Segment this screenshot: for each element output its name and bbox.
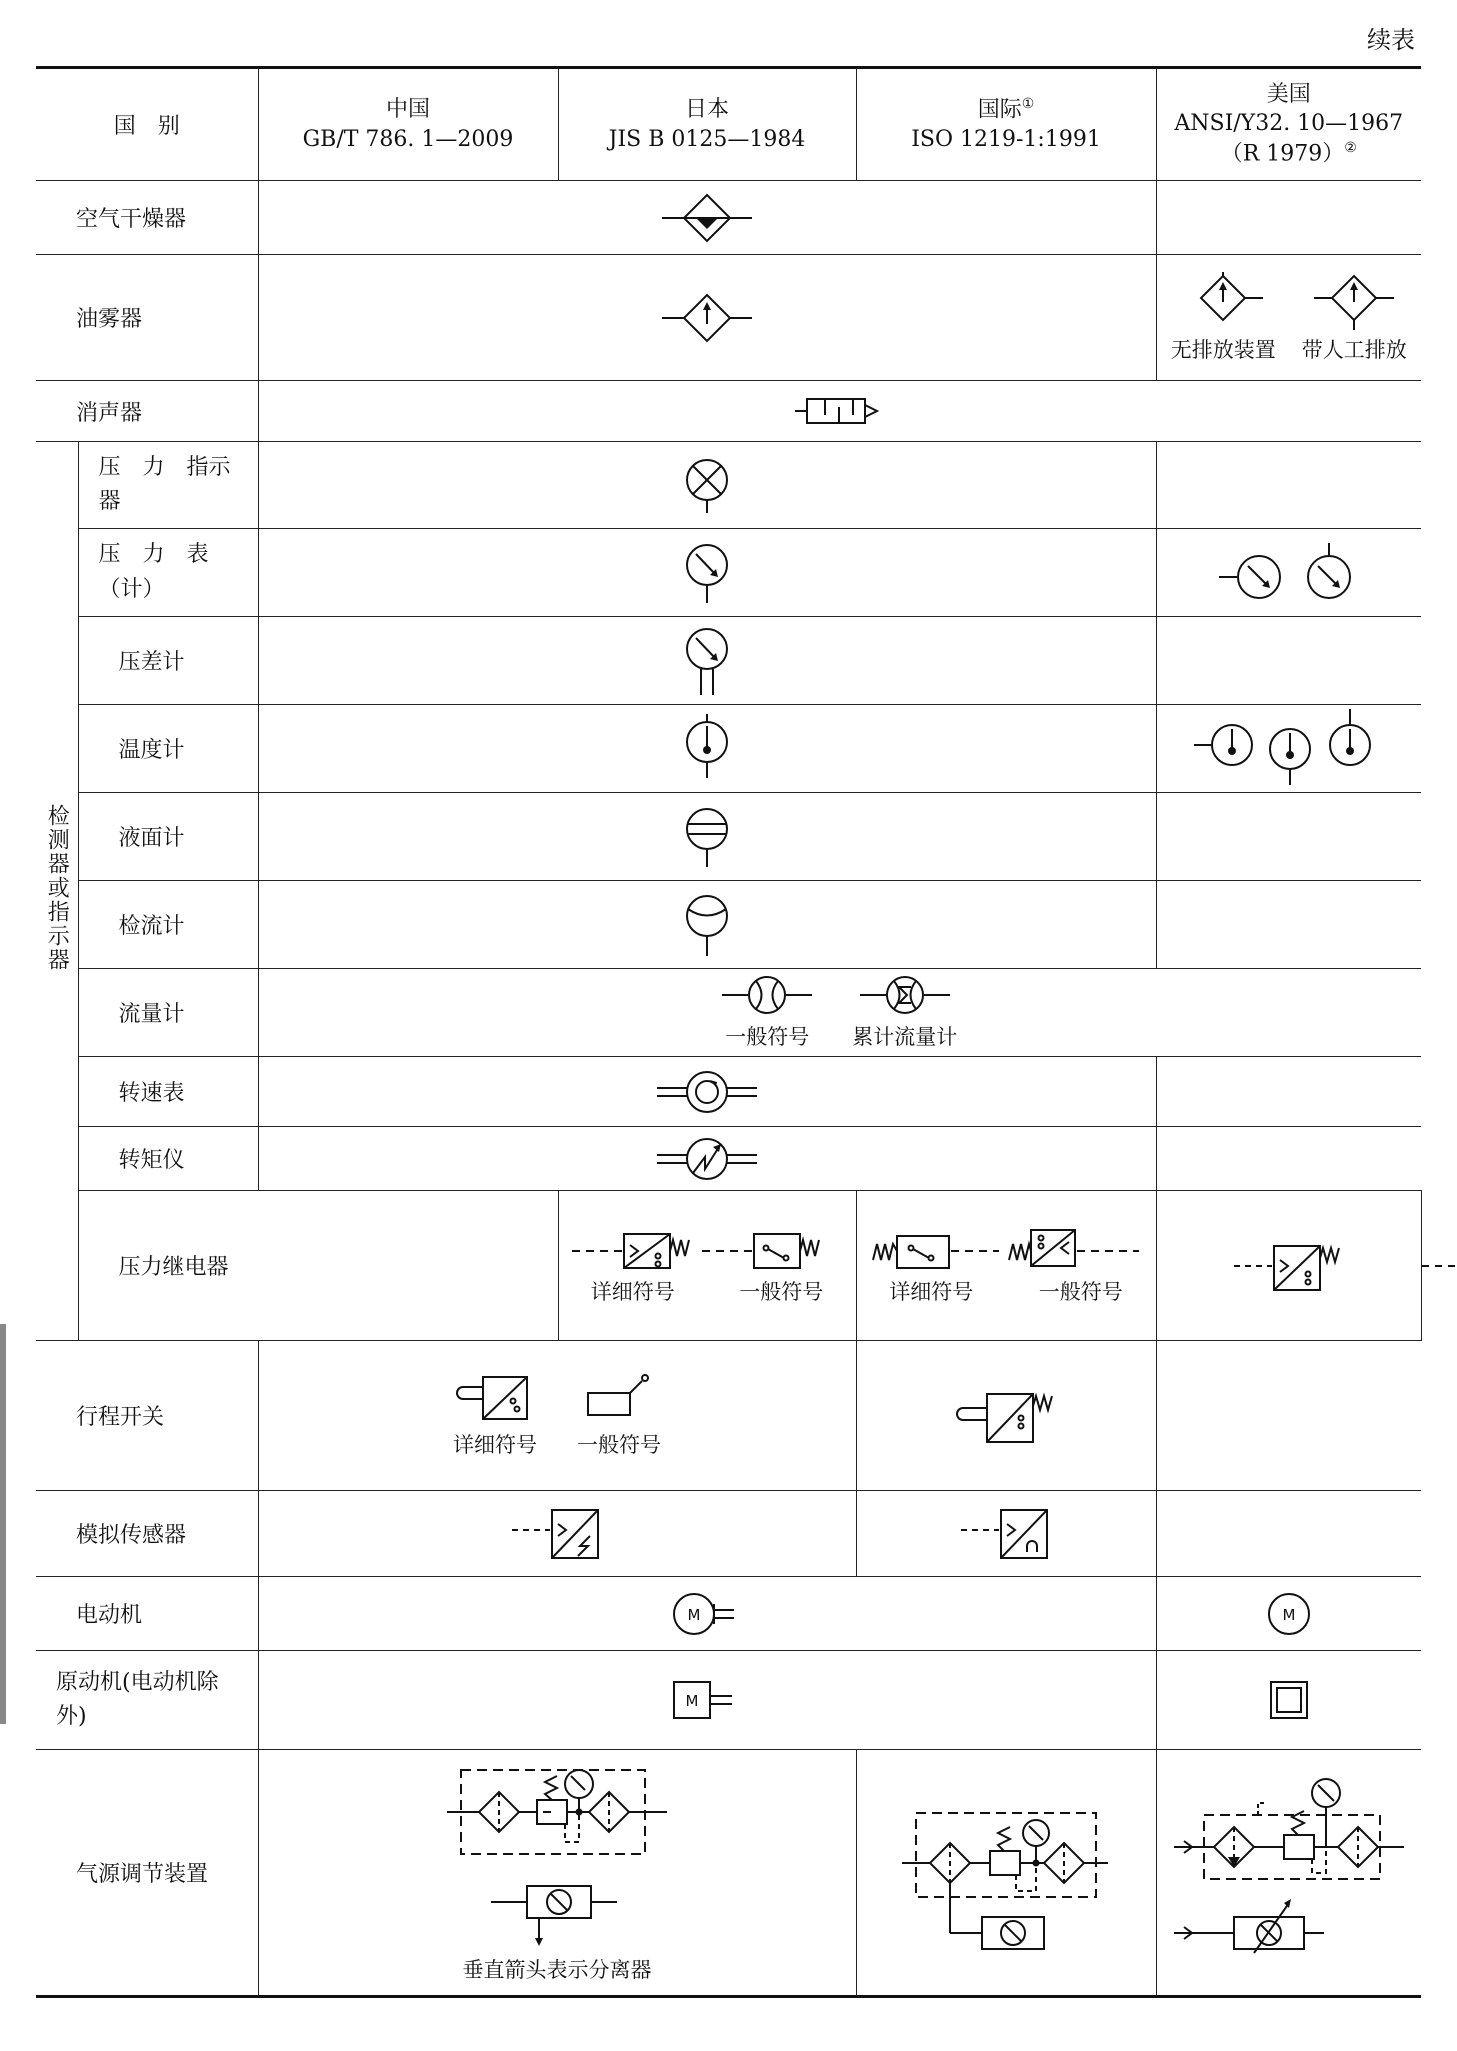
label-level-gauge: 液面计 [78, 793, 258, 881]
label-silencer: 消声器 [36, 381, 258, 442]
air-service-cn-icon [447, 1762, 667, 1952]
label-limit-switch: 行程开关 [36, 1341, 258, 1491]
label-pressure-indicator: 压 力 指示器 [78, 442, 258, 529]
lubricator-manual-drain-icon [1314, 272, 1394, 328]
air-service-intl-icon [896, 1783, 1116, 1963]
label-thermometer: 温度计 [78, 705, 258, 793]
label-prime-mover: 原动机(电动机除外) [36, 1651, 258, 1750]
limit-switch-general-icon [584, 1373, 654, 1423]
thermometer-symbol-cell [258, 705, 1156, 793]
label-lubricator: 油雾器 [36, 255, 258, 381]
air-service-cn-cell [258, 1750, 856, 1997]
label-air-service-unit: 气源调节装置 [36, 1750, 258, 1997]
air-service-usa-icon [1174, 1773, 1404, 1973]
flow-meter-caption-general: 一般符号 [725, 1024, 810, 1049]
lubricator-icon [662, 290, 752, 346]
label-analog-sensor: 模拟传感器 [36, 1491, 258, 1577]
continued-label: 续表 [1367, 26, 1415, 54]
header-intl-name: 国际 [977, 96, 1022, 122]
pressure-gauge-icon [682, 541, 732, 605]
row-level-gauge [36, 793, 1421, 881]
level-gauge-usa-cell [1156, 793, 1421, 881]
diff-pressure-symbol-cell [258, 617, 1156, 705]
air-service-note: 垂直箭头表示分离器 [462, 1957, 652, 1982]
pressure-gauge-usa-icons [1219, 543, 1359, 603]
motor-symbol-cell [258, 1577, 1156, 1651]
level-gauge-icon [682, 805, 732, 869]
analog-sensor-intl-icon [961, 1506, 1051, 1562]
group-label: 检测器或指示器 [44, 804, 70, 972]
thermometer-usa-icons [1194, 709, 1384, 789]
level-gauge-symbol-cell [258, 793, 1156, 881]
row-air-service-unit [36, 1750, 1421, 1997]
pressure-relay-jp-cell [856, 1191, 1156, 1341]
label-pressure-gauge: 压 力 表（计） [78, 529, 258, 617]
limit-switch-caption-detailed: 详细符号 [453, 1432, 538, 1457]
header-china-std: GB/T 786. 1—2009 [302, 126, 514, 152]
motor-usa-icon [1267, 1592, 1311, 1636]
row-prime-mover [36, 1651, 1421, 1750]
limit-switch-cn-cell [258, 1341, 856, 1491]
label-air-dryer: 空气干燥器 [36, 181, 258, 255]
header-china [258, 68, 558, 181]
row-limit-switch [36, 1341, 1421, 1491]
analog-sensor-cn-cell [258, 1491, 856, 1577]
lubricator-usa-caption-1: 无排放装置 [1170, 337, 1276, 362]
flow-meter-general-icon [722, 975, 812, 1015]
header-intl-note: ① [1021, 95, 1035, 112]
row-pressure-relay [36, 1191, 1421, 1341]
row-flow-meter [36, 969, 1421, 1057]
header-intl [856, 68, 1156, 181]
torque-meter-symbol-cell [258, 1127, 1156, 1191]
analog-sensor-cn-icon [512, 1506, 602, 1562]
row-flow-detector [36, 881, 1421, 969]
pressure-relay-jp-icons [871, 1226, 1141, 1276]
flow-detector-icon [682, 892, 732, 958]
pressure-relay-cn-detailed: 详细符号 [590, 1279, 675, 1304]
flow-meter-symbol-cell [258, 969, 1421, 1057]
pressure-gauge-symbol-cell [258, 529, 1156, 617]
tachometer-icon [657, 1070, 757, 1114]
header-usa-std: ANSI/Y32. 10—1967 [1174, 111, 1404, 137]
pressure-indicator-usa-cell [1156, 442, 1421, 529]
header-row [36, 68, 1421, 181]
lubricator-usa-caption-2: 带人工排放 [1301, 337, 1407, 362]
label-tachometer: 转速表 [78, 1057, 258, 1127]
pressure-relay-cn-icons [572, 1226, 842, 1276]
label-flow-meter: 流量计 [78, 969, 258, 1057]
prime-mover-icon [672, 1678, 742, 1722]
air-service-usa-cell [1156, 1750, 1421, 1997]
label-flow-detector: 检流计 [78, 881, 258, 969]
limit-switch-caption-general: 一般符号 [577, 1432, 662, 1457]
row-tachometer [36, 1057, 1421, 1127]
header-usa-name: 美国 [1266, 81, 1311, 107]
torque-meter-icon [657, 1135, 757, 1183]
group-detector-indicator [36, 442, 78, 1341]
motor-usa-letter: M [1282, 1605, 1296, 1624]
motor-usa-cell [1156, 1577, 1421, 1651]
analog-sensor-usa-cell [1156, 1491, 1421, 1577]
torque-meter-usa-cell [1156, 1127, 1421, 1191]
label-motor: 电动机 [36, 1577, 258, 1651]
flow-detector-usa-cell [1156, 881, 1421, 969]
row-analog-sensor [36, 1491, 1421, 1577]
flow-meter-caption-totalizing: 累计流量计 [852, 1024, 958, 1049]
row-lubricator [36, 255, 1421, 381]
flow-detector-symbol-cell [258, 881, 1156, 969]
label-pressure-relay: 压力继电器 [78, 1191, 558, 1341]
limit-switch-detailed-icon [455, 1373, 535, 1423]
pressure-relay-cn-cell [558, 1191, 856, 1341]
pressure-relay-intl-cell [1156, 1191, 1421, 1341]
header-japan [558, 68, 856, 181]
prime-mover-letter: M [685, 1692, 699, 1710]
thermometer-icon [682, 714, 732, 784]
symbol-table [36, 66, 1421, 1998]
limit-switch-usa-cell [1156, 1341, 1421, 1491]
header-usa-reaffirm: （R 1979） [1220, 141, 1345, 167]
tachometer-symbol-cell [258, 1057, 1156, 1127]
air-dryer-symbol-cell [258, 181, 1156, 255]
label-torque-meter: 转矩仪 [78, 1127, 258, 1191]
silencer-symbol-cell [258, 381, 1421, 442]
flow-meter-totalizing-icon [860, 975, 950, 1015]
header-country: 国 别 [36, 68, 258, 181]
header-china-name: 中国 [386, 96, 431, 122]
analog-sensor-intl-cell [856, 1491, 1156, 1577]
limit-switch-intl-icon [951, 1386, 1061, 1446]
page-edge-mark [0, 1324, 6, 1724]
silencer-icon [795, 393, 885, 429]
lubricator-usa-cell [1156, 255, 1421, 381]
lubricator-symbol-cell [258, 255, 1156, 381]
limit-switch-intl-cell [856, 1341, 1156, 1491]
header-intl-std: ISO 1219-1:1991 [911, 126, 1101, 152]
pressure-gauge-usa-cell [1156, 529, 1421, 617]
motor-letter: M [687, 1605, 701, 1624]
header-usa [1156, 68, 1421, 181]
row-diff-pressure [36, 617, 1421, 705]
row-torque-meter [36, 1127, 1421, 1191]
pressure-relay-usa-icon [1422, 1243, 1457, 1289]
diff-pressure-usa-cell [1156, 617, 1421, 705]
row-motor [36, 1577, 1421, 1651]
prime-mover-symbol-cell [258, 1651, 1156, 1750]
lubricator-no-drain-icon [1183, 272, 1263, 328]
prime-mover-usa-icon [1267, 1678, 1311, 1722]
row-thermometer [36, 705, 1421, 793]
header-usa-note: ② [1344, 140, 1357, 157]
air-dryer-usa-cell [1156, 181, 1421, 255]
row-pressure-indicator [36, 442, 1421, 529]
prime-mover-usa-cell [1156, 1651, 1421, 1750]
header-japan-name: 日本 [685, 96, 730, 122]
pressure-relay-jp-general: 一般符号 [1038, 1279, 1123, 1304]
pressure-relay-jp-detailed: 详细符号 [889, 1279, 974, 1304]
motor-icon [672, 1592, 742, 1636]
pressure-indicator-symbol-cell [258, 442, 1156, 529]
air-dryer-icon [662, 193, 752, 243]
tachometer-usa-cell [1156, 1057, 1421, 1127]
row-pressure-gauge [36, 529, 1421, 617]
pressure-indicator-icon [682, 455, 732, 515]
row-silencer [36, 381, 1421, 442]
thermometer-usa-cell [1156, 705, 1421, 793]
pressure-relay-intl-icon [1234, 1238, 1344, 1294]
air-service-intl-cell [856, 1750, 1156, 1997]
row-air-dryer [36, 181, 1421, 255]
pressure-relay-cn-general: 一般符号 [739, 1279, 824, 1304]
label-diff-pressure: 压差计 [78, 617, 258, 705]
header-japan-std: JIS B 0125—1984 [608, 126, 806, 152]
diff-pressure-icon [682, 625, 732, 697]
